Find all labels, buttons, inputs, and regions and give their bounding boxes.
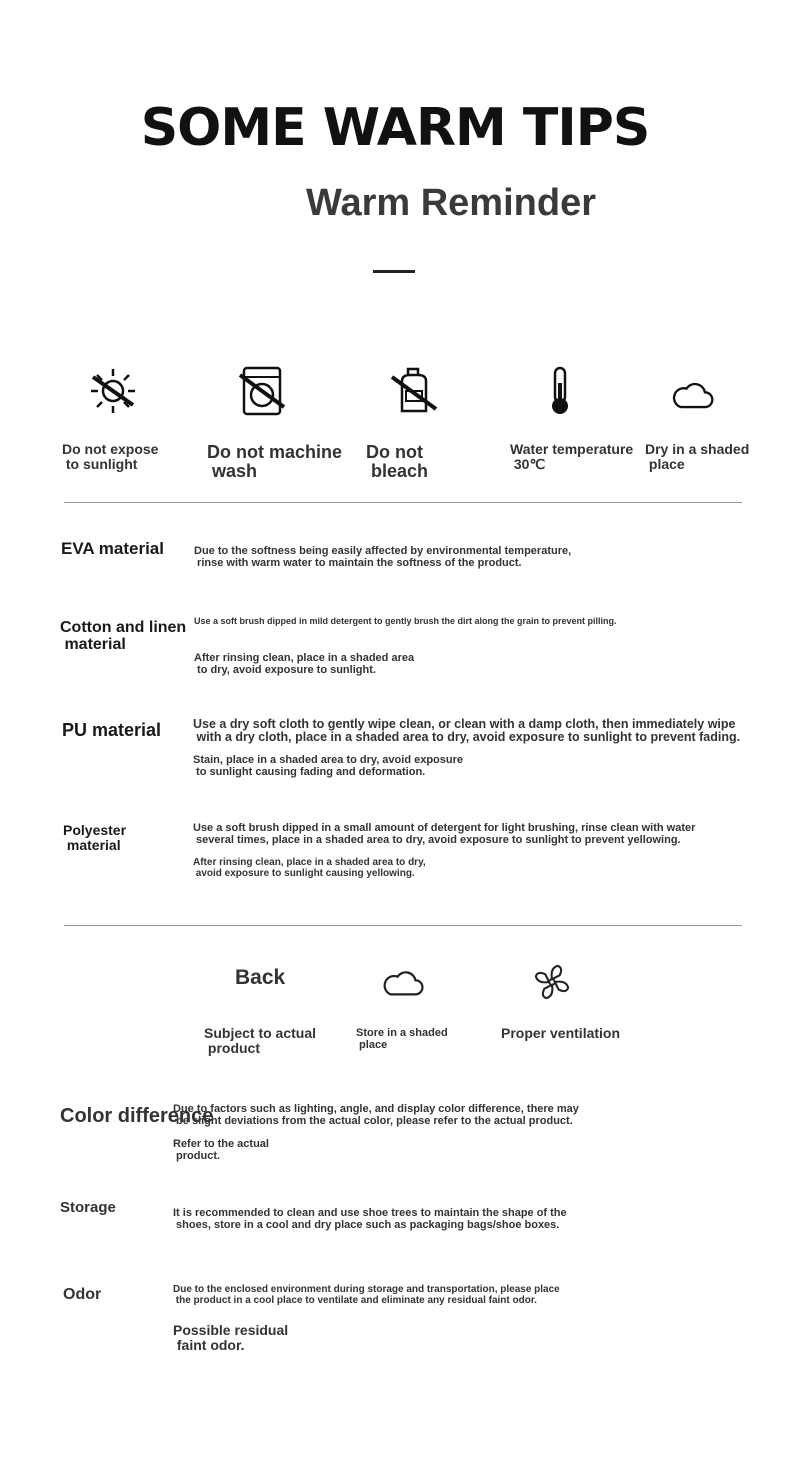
material-desc-cotton-1: Use a soft brush dipped in mild detergent to gently brush the dirt along the grain to prevent pilling.	[194, 616, 617, 626]
material-desc-pu-2: Stain, place in a shaded area to dry, avoid exposure to sunlight causing fading and deformation.	[193, 754, 463, 778]
note-label-shaded-store: Store in a shaded place	[356, 1027, 448, 1051]
material-name-cotton: Cotton and linen material	[60, 619, 187, 653]
material-desc-pu-1: Use a dry soft cloth to gently wipe clean, or clean with a damp cloth, then immediately wipe with a dry cloth, place in a shaded area to dry, avoid exposure to sunlight to prevent fading.	[193, 717, 741, 745]
material-desc-eva: Due to the softness being easily affected by environmental temperature, rinse with warm water to maintain the softness of the product.	[194, 545, 572, 569]
note-desc-color-difference-1: Due to factors such as lighting, angle, and display color difference, there may be slight deviations from the actual color, please refer to the actual product.	[173, 1103, 579, 1127]
note-desc-storage: It is recommended to clean and use shoe trees to maintain the shape of the shoes, store in a cool and dry place such as packaging bags/shoe boxes.	[173, 1207, 567, 1231]
note-label-ventilation: Proper ventilation	[501, 1025, 621, 1041]
no-sun-icon	[87, 365, 139, 417]
note-name-odor: Odor	[63, 1286, 102, 1303]
fan-icon	[533, 963, 571, 1001]
note-name-storage: Storage	[60, 1199, 116, 1216]
page-title: SOME WARM TIPS	[140, 98, 650, 158]
material-desc-cotton-2: After rinsing clean, place in a shaded area to dry, avoid exposure to sunlight.	[194, 652, 415, 676]
care-label-sun: Do not expose to sunlight	[62, 441, 159, 472]
care-label-shaded-dry: Dry in a shaded place	[645, 441, 750, 472]
no-bleach-icon	[388, 365, 440, 417]
section-divider	[64, 502, 742, 503]
cloud-icon	[668, 372, 716, 420]
care-label-water-temp: Water temperature 30℃	[510, 441, 634, 472]
material-name-eva: EVA material	[61, 539, 164, 558]
back-label: Back	[235, 966, 286, 989]
cloud-icon	[380, 962, 426, 1002]
material-name-pu: PU material	[62, 720, 162, 740]
no-machine-wash-icon	[236, 365, 288, 417]
section-divider	[64, 925, 742, 926]
note-desc-odor-2: Possible residual faint odor.	[173, 1322, 289, 1353]
page-subtitle: Warm Reminder	[306, 182, 596, 224]
care-label-machine-wash: Do not machine wash	[207, 442, 343, 481]
material-desc-polyester-2: After rinsing clean, place in a shaded area to dry, avoid exposure to sunlight causing yellowing.	[193, 857, 426, 879]
care-label-bleach: Do not bleach	[366, 442, 429, 481]
material-name-polyester: Polyester material	[63, 822, 127, 853]
note-name-color-difference: Color difference	[60, 1105, 214, 1127]
note-label-actual-product: Subject to actual product	[204, 1025, 317, 1056]
material-desc-polyester-1: Use a soft brush dipped in a small amount of detergent for light brushing, rinse clean with water several times, place in a shaded area to dry, avoid exposure to sunlight to prevent yellowing.	[193, 822, 696, 846]
thermometer-icon	[534, 365, 586, 417]
note-desc-odor-1: Due to the enclosed environment during storage and transportation, please place the product in a cool place to ventilate and eliminate any residual faint odor.	[173, 1284, 560, 1306]
note-desc-color-difference-2: Refer to the actual product.	[173, 1138, 269, 1162]
title-divider	[373, 270, 415, 273]
